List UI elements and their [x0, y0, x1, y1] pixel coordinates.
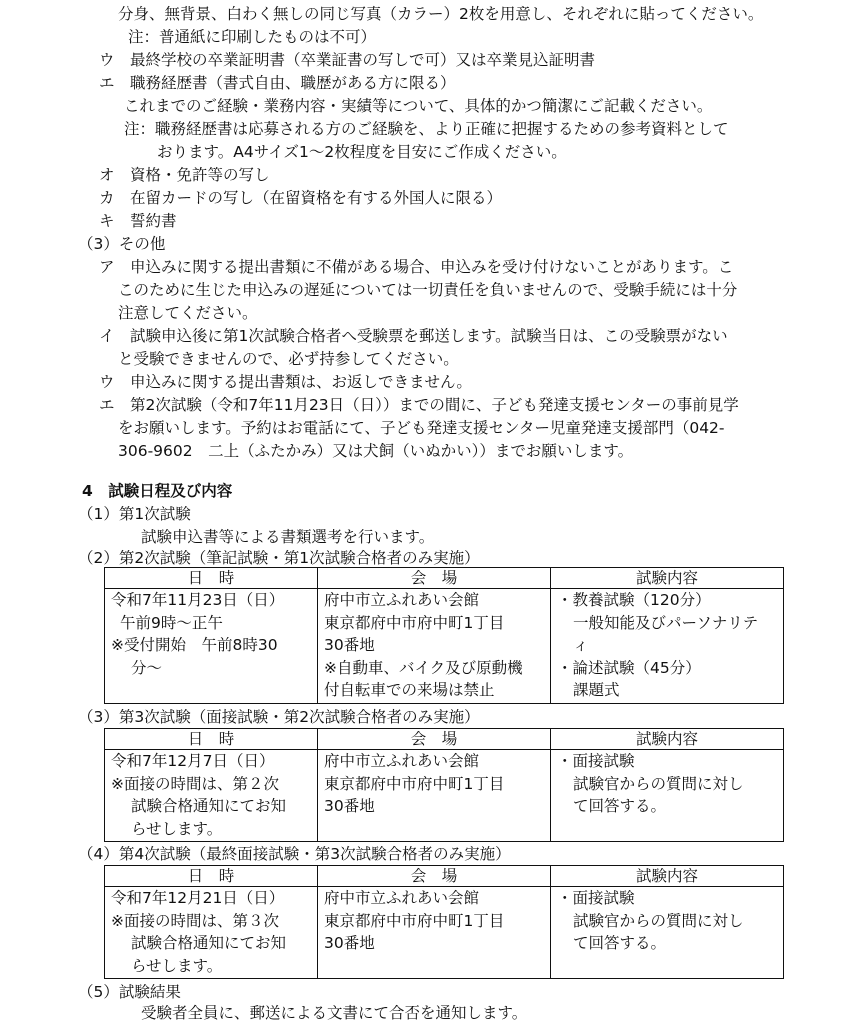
- cell-date: 令和7年12月7日（日） ※面接の時間は、第２次 試験合格通知にてお知 らせします。: [105, 750, 318, 842]
- doc-line: ウ 最終学校の卒業証明書（卒業証書の写しで可）又は卒業見込証明書: [99, 51, 596, 69]
- doc-line: このために生じた申込みの遅延については一切責任を負いませんので、受験手続には十分: [118, 281, 738, 299]
- doc-line: これまでのご経験・業務内容・実績等について、具体的かつ簡潔にご記載ください。: [124, 97, 713, 115]
- col-header-content: 試験内容: [551, 729, 784, 750]
- col-header-date: 日 時: [105, 568, 318, 589]
- subsection-heading: （5）試験結果: [78, 983, 181, 1001]
- col-header-venue: 会 場: [318, 568, 551, 589]
- col-header-venue: 会 場: [318, 729, 551, 750]
- col-header-content: 試験内容: [551, 866, 784, 887]
- col-header-date: 日 時: [105, 729, 318, 750]
- doc-line: エ 第2次試験（令和7年11月23日（日））までの間に、子ども発達支援センターの事前見学: [99, 396, 739, 414]
- cell-content: ・教養試験（120分） 一般知能及びパーソナリテ ィ ・論述試験（45分） 課題式: [551, 589, 784, 704]
- col-header-date: 日 時: [105, 866, 318, 887]
- col-header-venue: 会 場: [318, 866, 551, 887]
- subsection-heading: （1）第1次試験: [78, 505, 191, 523]
- cell-date: 令和7年11月23日（日） 午前9時～正午 ※受付開始 午前8時30 分～: [105, 589, 318, 704]
- subsection-heading: （3）第3次試験（面接試験・第2次試験合格者のみ実施）: [78, 708, 480, 726]
- doc-line: おります。A4サイズ1～2枚程度を目安にご作成ください。: [157, 143, 567, 161]
- doc-line: 注：普通紙に印刷したものは不可）: [128, 28, 377, 46]
- exam-table-3: [104, 728, 784, 842]
- cell-venue: 府中市立ふれあい会館 東京都府中市府中町1丁目 30番地 ※自動車、バイク及び原動機 付自転車での来場は禁止: [318, 589, 551, 704]
- doc-line: キ 誓約書: [99, 212, 177, 230]
- doc-line: 注：職務経歴書は応募される方のご経験を、より正確に把握するための参考資料として: [124, 120, 729, 138]
- doc-line: 分身、無背景、白わく無しの同じ写真（カラー）2枚を用意し、それぞれに貼ってください。: [118, 5, 764, 23]
- cell-venue: 府中市立ふれあい会館 東京都府中市府中町1丁目 30番地: [318, 750, 551, 842]
- doc-line: エ 職務経歴書（書式自由、職歴がある方に限る）: [99, 74, 456, 92]
- doc-line: 306-9602 二上（ふたかみ）又は犬飼（いぬかい））までお願いします。: [118, 442, 634, 460]
- exam-table-4: [104, 865, 784, 979]
- doc-line: カ 在留カードの写し（在留資格を有する外国人に限る）: [99, 189, 503, 207]
- subsection-heading: （2）第2次試験（筆記試験・第1次試験合格者のみ実施）: [78, 549, 480, 567]
- subsection-heading: （4）第4次試験（最終面接試験・第3次試験合格者のみ実施）: [78, 845, 511, 863]
- doc-line: ウ 申込みに関する提出書類は、お返しできません。: [99, 373, 472, 391]
- cell-date: 令和7年12月21日（日） ※面接の時間は、第３次 試験合格通知にてお知 らせします。: [105, 887, 318, 979]
- doc-line: イ 試験申込後に第1次試験合格者へ受験票を郵送します。試験当日は、この受験票がない: [99, 327, 728, 345]
- doc-line: 注意してください。: [118, 304, 258, 322]
- cell-venue: 府中市立ふれあい会館 東京都府中市府中町1丁目 30番地: [318, 887, 551, 979]
- doc-line: 受験者全員に、郵送による文書にて合否を通知します。: [141, 1004, 528, 1022]
- doc-line: ア 申込みに関する提出書類に不備がある場合、申込みを受け付けないことがあります。こ: [99, 258, 734, 276]
- section-heading: （3）その他: [78, 235, 166, 253]
- cell-content: ・面接試験 試験官からの質問に対し て回答する。: [551, 750, 784, 842]
- doc-line: と受験できませんので、必ず持参してください。: [118, 350, 459, 368]
- section-title: 4 試験日程及び内容: [82, 482, 233, 500]
- doc-line: オ 資格・免許等の写し: [99, 166, 270, 184]
- doc-line: 試験申込書等による書類選考を行います。: [141, 528, 435, 546]
- exam-table-2: [104, 567, 784, 704]
- col-header-content: 試験内容: [551, 568, 784, 589]
- cell-content: ・面接試験 試験官からの質問に対し て回答する。: [551, 887, 784, 979]
- doc-line: をお願いします。予約はお電話にて、子ども発達支援センター児童発達支援部門（042-: [118, 419, 725, 437]
